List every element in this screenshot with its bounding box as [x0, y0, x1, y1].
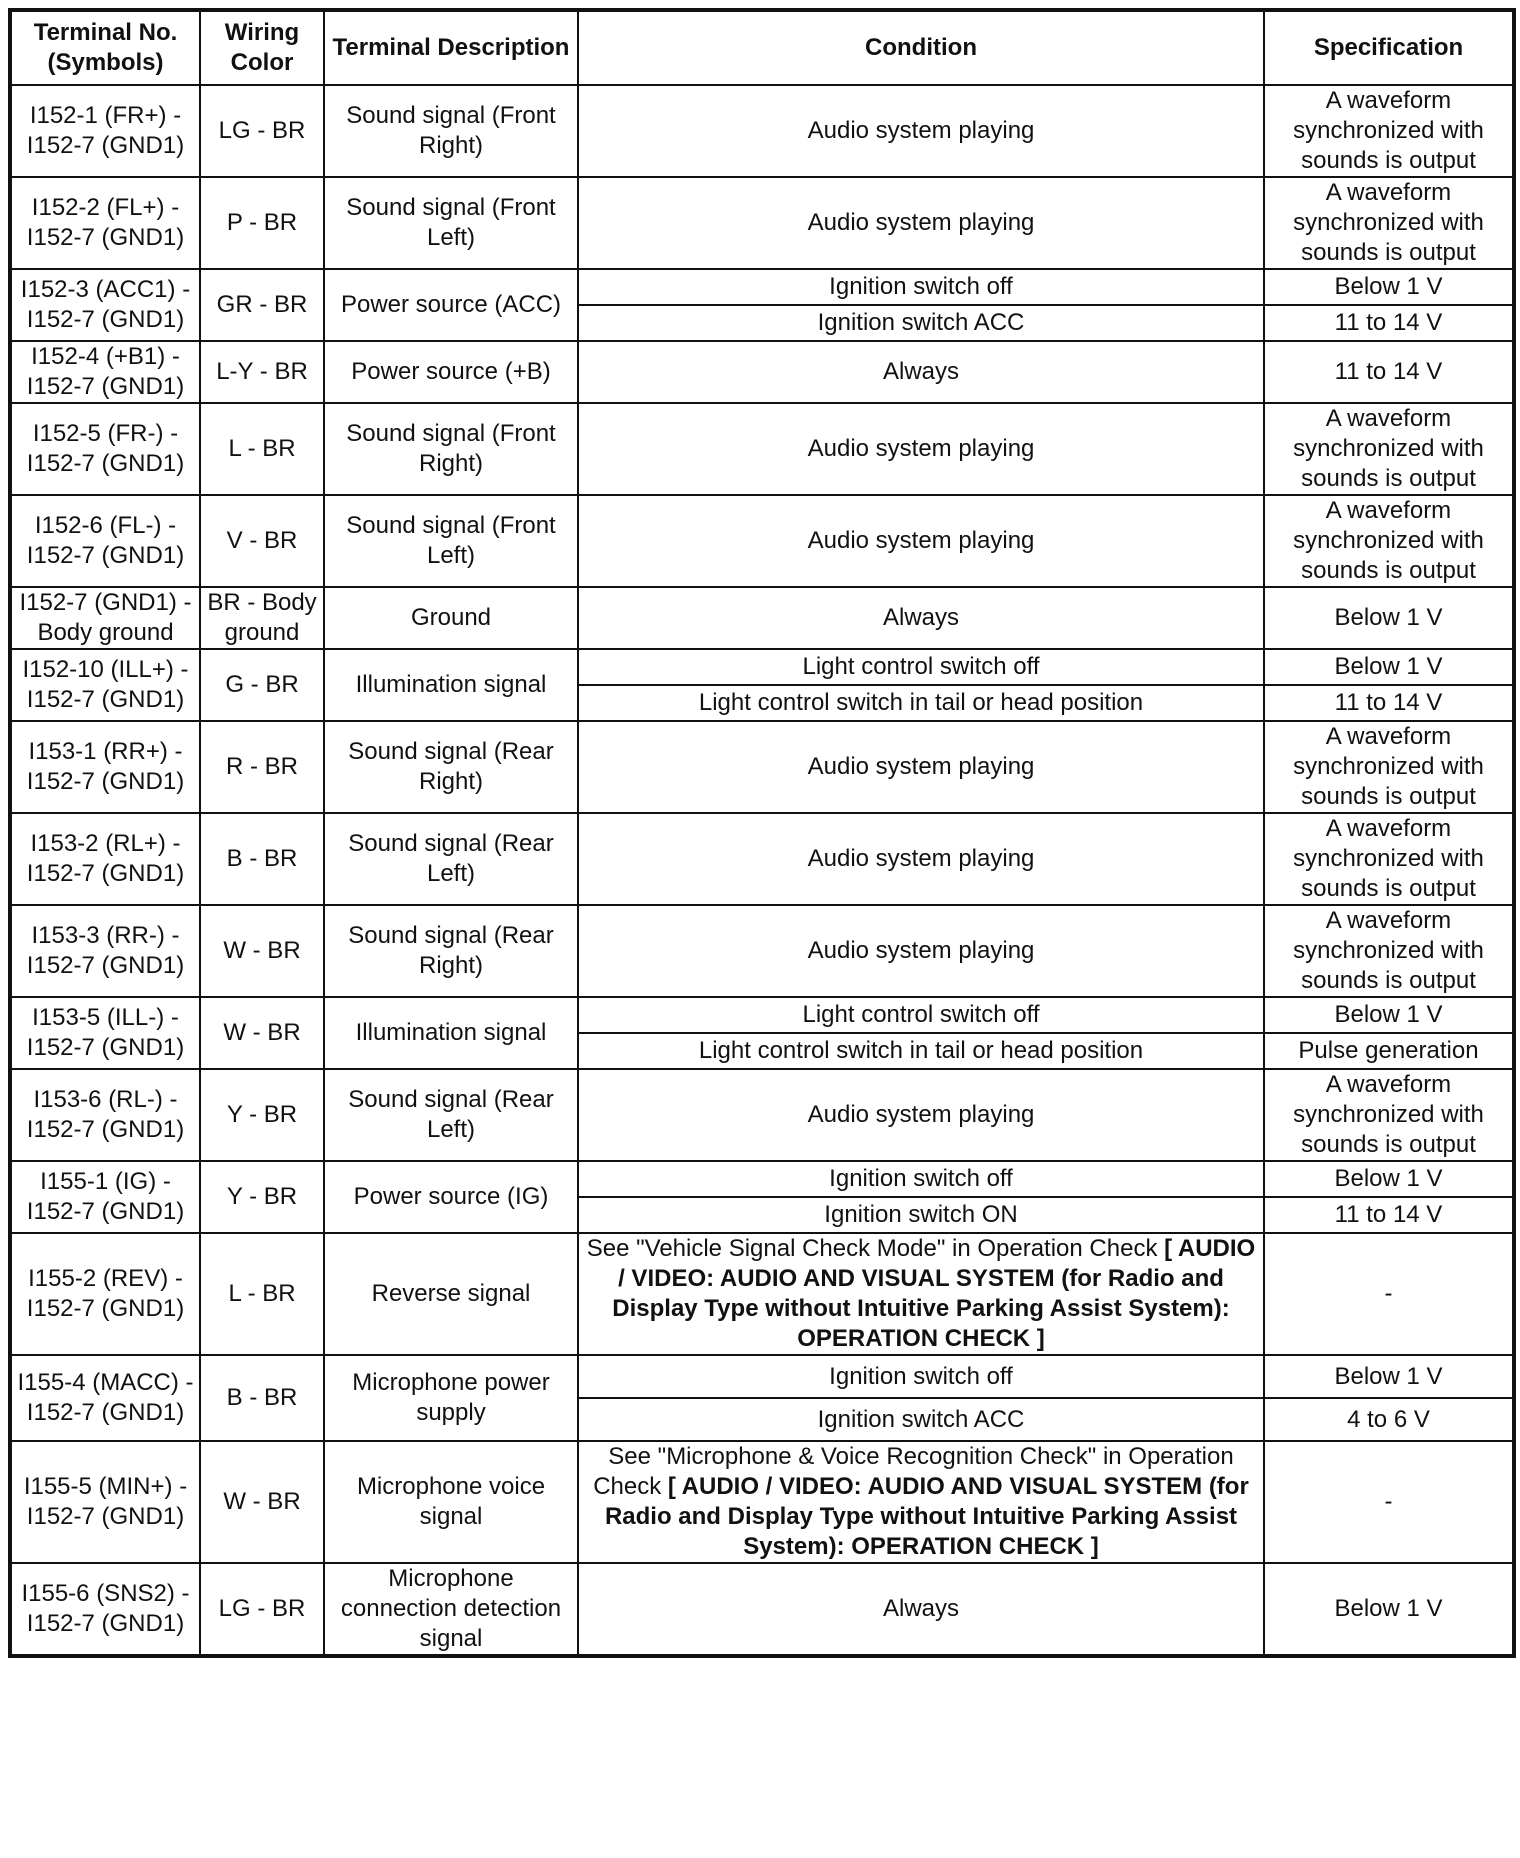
terminal-description-cell: Microphone power supply — [324, 1355, 578, 1441]
header-row — [10, 10, 1514, 85]
terminal-description-cell: Sound signal (Rear Left) — [324, 1069, 578, 1161]
specification-cell: Below 1 V — [1264, 1355, 1514, 1398]
terminal-cell: I152-3 (ACC1) - I152-7 (GND1) — [10, 269, 200, 341]
wiring-color-cell: W - BR — [200, 1441, 324, 1563]
table-row — [10, 1563, 1514, 1656]
table-row — [10, 1069, 1514, 1161]
condition-cell: Audio system playing — [578, 403, 1264, 495]
terminal-description-cell: Power source (+B) — [324, 341, 578, 403]
terminal-cell: I152-10 (ILL+) - I152-7 (GND1) — [10, 649, 200, 721]
terminal-spec-sheet — [8, 8, 1512, 1658]
condition-cell: Audio system playing — [578, 1069, 1264, 1161]
specification-cell: 11 to 14 V — [1264, 341, 1514, 403]
specification-cell: A waveform synchronized with sounds is output — [1264, 177, 1514, 269]
table-row — [10, 177, 1514, 269]
specification-cell: 11 to 14 V — [1264, 305, 1514, 341]
specification-cell: - — [1264, 1441, 1514, 1563]
table-row — [10, 403, 1514, 495]
terminal-description-cell: Sound signal (Rear Right) — [324, 721, 578, 813]
specification-cell: Pulse generation — [1264, 1033, 1514, 1069]
condition-cell: Ignition switch off — [578, 1161, 1264, 1197]
condition-cell: Always — [578, 341, 1264, 403]
header-specification: Specification — [1264, 10, 1514, 85]
terminal-cell: I155-5 (MIN+) - I152-7 (GND1) — [10, 1441, 200, 1563]
condition-reference-link[interactable]: [ AUDIO / VIDEO: AUDIO AND VISUAL SYSTEM (for Radio and Display Type without Intuitive Parking Assist System): OPERATION CHECK ] — [604, 1473, 1249, 1560]
wiring-color-cell: GR - BR — [200, 269, 324, 341]
wiring-color-cell: L-Y - BR — [200, 341, 324, 403]
condition-cell: Light control switch in tail or head position — [578, 1033, 1264, 1069]
terminal-description-cell: Illumination signal — [324, 649, 578, 721]
wiring-color-cell: LG - BR — [200, 1563, 324, 1656]
terminal-cell: I155-6 (SNS2) - I152-7 (GND1) — [10, 1563, 200, 1656]
table-row — [10, 269, 1514, 305]
terminal-cell: I153-1 (RR+) - I152-7 (GND1) — [10, 721, 200, 813]
terminal-description-cell: Sound signal (Front Right) — [324, 85, 578, 177]
table-row — [10, 1441, 1514, 1563]
terminal-cell: I153-6 (RL-) - I152-7 (GND1) — [10, 1069, 200, 1161]
wiring-color-cell: BR - Body ground — [200, 587, 324, 649]
specification-cell: A waveform synchronized with sounds is output — [1264, 1069, 1514, 1161]
specification-cell: - — [1264, 1233, 1514, 1355]
wiring-color-cell: R - BR — [200, 721, 324, 813]
table-row — [10, 495, 1514, 587]
terminal-cell: I152-5 (FR-) - I152-7 (GND1) — [10, 403, 200, 495]
condition-cell: Light control switch off — [578, 649, 1264, 685]
specification-cell: A waveform synchronized with sounds is output — [1264, 905, 1514, 997]
condition-cell: Ignition switch off — [578, 1355, 1264, 1398]
terminal-cell: I155-2 (REV) - I152-7 (GND1) — [10, 1233, 200, 1355]
specification-cell: Below 1 V — [1264, 649, 1514, 685]
condition-cell: Audio system playing — [578, 177, 1264, 269]
terminal-cell: I152-7 (GND1) - Body ground — [10, 587, 200, 649]
table-row — [10, 587, 1514, 649]
wiring-color-cell: V - BR — [200, 495, 324, 587]
specification-cell: A waveform synchronized with sounds is output — [1264, 403, 1514, 495]
condition-cell: Ignition switch ACC — [578, 1398, 1264, 1441]
header-wiring-color: Wiring Color — [200, 10, 324, 85]
terminal-description-cell: Sound signal (Rear Left) — [324, 813, 578, 905]
specification-cell: A waveform synchronized with sounds is output — [1264, 721, 1514, 813]
wiring-color-cell: P - BR — [200, 177, 324, 269]
terminal-cell: I152-1 (FR+) - I152-7 (GND1) — [10, 85, 200, 177]
wiring-color-cell: Y - BR — [200, 1161, 324, 1233]
table-row — [10, 649, 1514, 685]
terminal-description-cell: Sound signal (Rear Right) — [324, 905, 578, 997]
wiring-color-cell: Y - BR — [200, 1069, 324, 1161]
terminal-description-cell: Illumination signal — [324, 997, 578, 1069]
condition-cell: Ignition switch ACC — [578, 305, 1264, 341]
table-row — [10, 721, 1514, 813]
wiring-color-cell: B - BR — [200, 813, 324, 905]
terminal-description-cell: Ground — [324, 587, 578, 649]
terminal-cell: I153-3 (RR-) - I152-7 (GND1) — [10, 905, 200, 997]
terminal-cell: I152-6 (FL-) - I152-7 (GND1) — [10, 495, 200, 587]
wiring-color-cell: LG - BR — [200, 85, 324, 177]
condition-reference-link[interactable]: [ AUDIO / VIDEO: AUDIO AND VISUAL SYSTEM (for Radio and Display Type without Intuitive Parking Assist System): OPERATION CHECK ] — [612, 1235, 1256, 1352]
terminal-cell: I152-4 (+B1) - I152-7 (GND1) — [10, 341, 200, 403]
header-terminal-description: Terminal Description — [324, 10, 578, 85]
terminal-cell: I155-1 (IG) - I152-7 (GND1) — [10, 1161, 200, 1233]
table-row — [10, 1355, 1514, 1398]
specification-cell: Below 1 V — [1264, 587, 1514, 649]
wiring-color-cell: L - BR — [200, 403, 324, 495]
condition-cell: Light control switch in tail or head position — [578, 685, 1264, 721]
terminal-cell: I155-4 (MACC) - I152-7 (GND1) — [10, 1355, 200, 1441]
specification-cell: A waveform synchronized with sounds is output — [1264, 85, 1514, 177]
table-row — [10, 1233, 1514, 1355]
condition-cell: Light control switch off — [578, 997, 1264, 1033]
header-condition: Condition — [578, 10, 1264, 85]
condition-cell: Ignition switch off — [578, 269, 1264, 305]
condition-cell: Audio system playing — [578, 905, 1264, 997]
table-row — [10, 813, 1514, 905]
specification-cell: 11 to 14 V — [1264, 685, 1514, 721]
condition-cell: Audio system playing — [578, 813, 1264, 905]
specification-cell: Below 1 V — [1264, 269, 1514, 305]
condition-cell: Audio system playing — [578, 495, 1264, 587]
terminal-description-cell: Power source (IG) — [324, 1161, 578, 1233]
terminal-description-cell: Sound signal (Front Left) — [324, 495, 578, 587]
condition-text: See "Microphone & Voice Recognition Check" in Operation Check — [593, 1443, 1234, 1500]
terminal-description-cell: Sound signal (Front Left) — [324, 177, 578, 269]
wiring-color-cell: B - BR — [200, 1355, 324, 1441]
condition-text: See "Vehicle Signal Check Mode" in Operation Check — [586, 1235, 1158, 1262]
terminal-cell: I153-5 (ILL-) - I152-7 (GND1) — [10, 997, 200, 1069]
terminal-description-cell: Microphone voice signal — [324, 1441, 578, 1563]
wiring-color-cell: L - BR — [200, 1233, 324, 1355]
terminal-cell: I152-2 (FL+) - I152-7 (GND1) — [10, 177, 200, 269]
terminal-description-cell: Power source (ACC) — [324, 269, 578, 341]
specification-cell: 11 to 14 V — [1264, 1197, 1514, 1233]
specification-cell: Below 1 V — [1264, 1161, 1514, 1197]
condition-cell: Ignition switch ON — [578, 1197, 1264, 1233]
specification-cell: A waveform synchronized with sounds is output — [1264, 495, 1514, 587]
condition-cell — [578, 1233, 1264, 1355]
table-row — [10, 905, 1514, 997]
condition-cell: Always — [578, 587, 1264, 649]
terminal-description-cell: Sound signal (Front Right) — [324, 403, 578, 495]
specification-cell: Below 1 V — [1264, 1563, 1514, 1656]
terminal-description-cell: Reverse signal — [324, 1233, 578, 1355]
specification-cell: Below 1 V — [1264, 997, 1514, 1033]
condition-cell — [578, 1441, 1264, 1563]
specification-cell: A waveform synchronized with sounds is output — [1264, 813, 1514, 905]
wiring-color-cell: G - BR — [200, 649, 324, 721]
terminal-spec-table — [8, 8, 1516, 1658]
table-row — [10, 341, 1514, 403]
table-row — [10, 1161, 1514, 1197]
condition-cell: Audio system playing — [578, 721, 1264, 813]
terminal-cell: I153-2 (RL+) - I152-7 (GND1) — [10, 813, 200, 905]
table-row — [10, 997, 1514, 1033]
wiring-color-cell: W - BR — [200, 905, 324, 997]
condition-cell: Always — [578, 1563, 1264, 1656]
condition-cell: Audio system playing — [578, 85, 1264, 177]
header-terminal: Terminal No. (Symbols) — [10, 10, 200, 85]
table-row — [10, 85, 1514, 177]
wiring-color-cell: W - BR — [200, 997, 324, 1069]
specification-cell: 4 to 6 V — [1264, 1398, 1514, 1441]
terminal-description-cell: Microphone connection detection signal — [324, 1563, 578, 1656]
